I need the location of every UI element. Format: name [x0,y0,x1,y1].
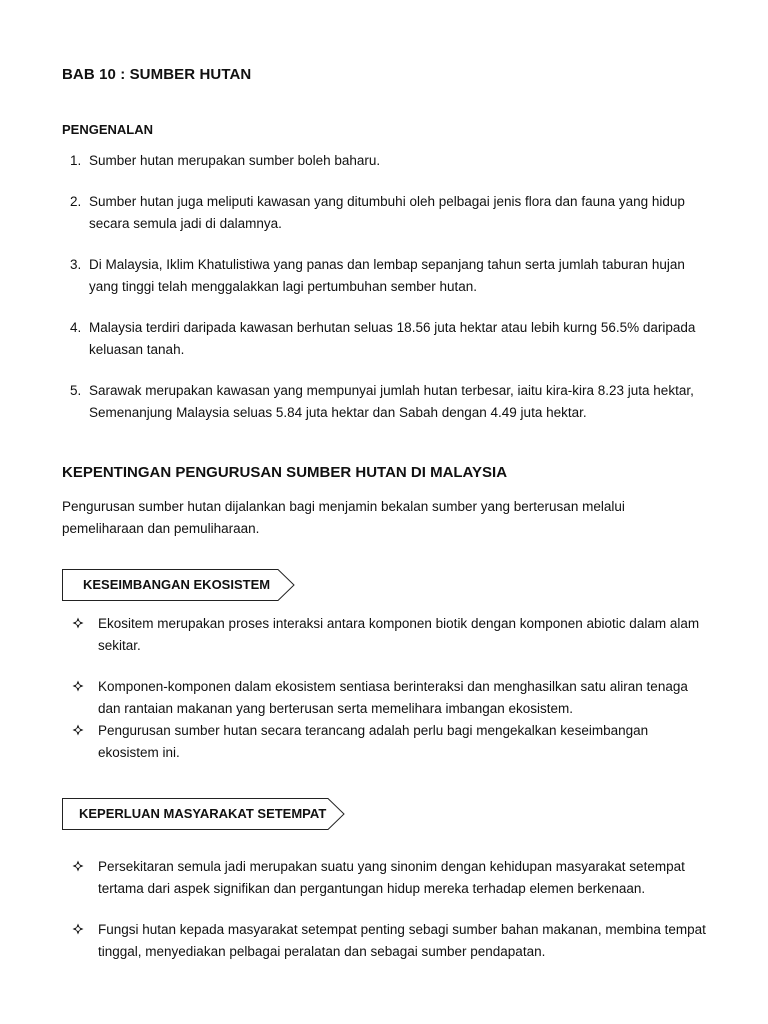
chapter-title: BAB 10 : SUMBER HUTAN [62,66,252,83]
list-number: 2. [70,194,82,209]
arrow-label-box [62,569,296,601]
arrow-box-label: KEPERLUAN MASYARAKAT SETEMPAT [79,806,327,821]
list-number: 5. [70,383,82,398]
section-heading: KEPENTINGAN PENGURUSAN SUMBER HUTAN DI MALAYSIA [62,464,508,481]
list-item-text: Sumber hutan juga meliputi kawasan yang ditumbuhi oleh pelbagai jenis flora dan fauna yang hidup secara semula jadi di dalamnya. [89,194,685,231]
bullet-text: Fungsi hutan kepada masyarakat setempat penting sebagi sumber bahan makanan, membina tempat tinggal, menyediakan pelbagai peralatan dan sebagai sumber pendapatan. [98,922,706,959]
list-item [62,254,712,298]
bullet-item [72,613,712,657]
importance-paragraph: Pengurusan sumber hutan dijalankan bagi menjamin bekalan sumber yang berterusan melalui pemeliharaan dan pemuliharaan. [62,499,625,536]
intro-numbered-list [62,150,712,424]
diamond-bullet-icon [72,680,84,692]
list-item [62,317,712,361]
list-item [62,380,712,424]
bullet-list [72,613,712,764]
list-number: 1. [70,153,82,168]
list-item [62,150,712,172]
list-number: 3. [70,257,82,272]
list-item-text: Sumber hutan merupakan sumber boleh baharu. [89,153,381,168]
arrow-box-label: KESEIMBANGAN EKOSISTEM [83,577,271,592]
list-item-text: Malaysia terdiri daripada kawasan berhutan seluas 18.56 juta hektar atau lebih kurng 56.5% daripada keluasan tanah. [89,320,696,357]
bullet-item [72,856,712,900]
list-item-text: Sarawak merupakan kawasan yang mempunyai jumlah hutan terbesar, iaitu kira-kira 8.23 juta hektar, Semenanjung Malaysia seluas 5.84 juta hektar dan Sabah dengan 4.49 juta hektar. [89,383,694,420]
diamond-bullet-icon [72,923,84,935]
intro-heading: PENGENALAN [62,122,154,137]
bullet-list [72,856,712,963]
diamond-bullet-icon [72,617,84,629]
bullet-text: Pengurusan sumber hutan secara terancang adalah perlu bagi mengekalkan keseimbangan ekosistem ini. [98,723,649,760]
bullet-text: Ekositem merupakan proses interaksi antara komponen biotik dengan komponen abiotic dalam alam sekitar. [98,616,700,653]
bullet-text: Komponen-komponen dalam ekosistem sentiasa berinteraksi dan menghasilkan satu aliran tenaga dan rantaian makanan yang berterusan serta memelihara imbangan ekosistem. [98,679,688,716]
arrow-label-box [62,798,346,830]
bullet-text: Persekitaran semula jadi merupakan suatu yang sinonim dengan kehidupan masyarakat setempat tertama dari aspek signifikan dan pergantungan hidup mereka terhadap elemen berkenaan. [98,859,685,896]
bullet-item [72,919,712,963]
bullet-item [72,720,712,764]
diamond-bullet-icon [72,860,84,872]
diamond-bullet-icon [72,724,84,736]
list-item [62,191,712,235]
list-item-text: Di Malaysia, Iklim Khatulistiwa yang panas dan lembap sepanjang tahun serta jumlah taburan hujan yang tinggi telah menggalakkan lagi pertumbuhan sember hutan. [89,257,685,294]
bullet-item [72,676,712,720]
list-number: 4. [70,320,82,335]
